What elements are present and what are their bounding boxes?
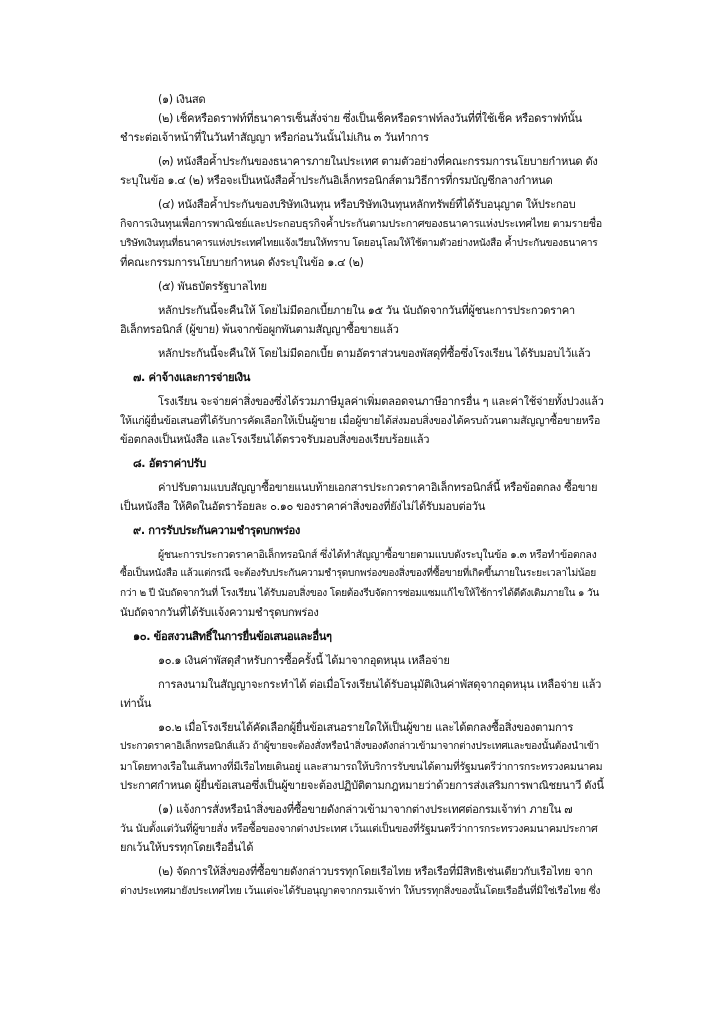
section-heading-10: ๑๐. ข้อสงวนสิทธิ์ในการยื่นข้อเสนอและอื่นๆ (133, 630, 332, 643)
text-line: ยกเว้นให้บรรทุกโดยเรืออื่นได้ (120, 841, 254, 854)
text-line: ระบุในข้อ ๑.๔ (๒) หรือจะเป็นหนังสือค้ำประกันอิเล็กทรอนิกส์ตามวิธีการที่กรมบัญชีกลางกำหนด (120, 174, 553, 187)
item-government-bond: (๕) พันธบัตรรัฐบาลไทย (158, 280, 267, 293)
text-line: ค่าปรับตามแบบสัญญาซื้อขายแนบท้ายเอกสารประกวดราคาอิเล็กทรอนิกส์นี้ หรือข้อตกลง ซื้อขาย (158, 481, 598, 494)
text-line: ต่างประเทศมายังประเทศไทย เว้นแต่จะได้รับอนุญาตจากกรมเจ้าท่า ให้บรรทุกสิ่งของนั้นโดยเรืออื่นที่มิใช่เรือไทย ซึ่ง (120, 885, 601, 897)
item-bank-guarantee: (๓) หนังสือค้ำประกันของธนาคารภายในประเทศ ตามตัวอย่างที่คณะกรรมการนโยบายกำหนด ดัง (158, 155, 598, 168)
text-line: วัน นับตั้งแต่วันที่ผู้ขายสั่ง หรือซื้อของจากต่างประเทศ เว้นแต่เป็นของที่รัฐมนตรีว่าการกระทรวงคมนาคมประกาศ (120, 823, 598, 835)
text-line: อิเล็กทรอนิกส์ (ผู้ขาย) พ้นจากข้อผูกพันตามสัญญาซื้อขายแล้ว (120, 323, 399, 336)
item-cash: (๑) เงินสด (158, 93, 206, 106)
text-line: โรงเรียน จะจ่ายค่าสิ่งของซึ่งได้รวมภาษีมูลค่าเพิ่มตลอดจนภาษีอากรอื่น ๆ และค่าใช้จ่ายทั้งปวงแล้ว (158, 395, 604, 408)
text-line: กิจการเงินทุนเพื่อการพาณิชย์และประกอบธุรกิจค้ำประกันตามประกาศของธนาคารแห่งประเทศไทย ตามรายชื่อ (120, 217, 602, 230)
item-finance-company-guarantee: (๔) หนังสือค้ำประกันของบริษัทเงินทุน หรือบริษัทเงินทุนหลักทรัพย์ที่ได้รับอนุญาต ให้ประกอบ (158, 198, 576, 211)
text-line: ให้แก่ผู้ยื่นข้อเสนอที่ได้รับการคัดเลือกให้เป็นผู้ขาย เมื่อผู้ขายได้ส่งมอบสิ่งของได้ครบถ้วนตามสัญญาซื้อขายหรือ (120, 414, 600, 427)
text-line: ผู้ชนะการประกวดราคาอิเล็กทรอนิกส์ ซึ่งได้ทำสัญญาซื้อขายตามแบบดังระบุในข้อ ๑.๓ หรือทำข้อตกลง (158, 549, 597, 561)
text-line: เป็นหนังสือ ให้คิดในอัตราร้อยละ ๐.๑๐ ของราคาค่าสิ่งของที่ยังไม่ได้รับมอบต่อวัน (120, 500, 485, 513)
subsection-10-2: ๑๐.๒ เมื่อโรงเรียนได้คัดเลือกผู้ยื่นข้อเสนอรายใดให้เป็นผู้ขาย และได้ตกลงซื้อสิ่งของตามการ (158, 721, 573, 734)
text-line: เท่านั้น (120, 697, 152, 710)
text-line: ประกวดราคาอิเล็กทรอนิกส์แล้ว ถ้าผู้ขายจะต้องสั่งหรือนำสิ่งของดังกล่าวเข้ามาจากต่างประเทศและของนั้นต้องนำเข้า (120, 741, 599, 752)
item-cheque: (๒) เช็คหรือดราฟท์ที่ธนาคารเซ็นสั่งจ่าย ซึ่งเป็นเช็คหรือดราฟท์ลงวันที่ที่ใช้เช็ค หรือดราฟท์นั้น (158, 112, 582, 125)
text-line: หลักประกันนี้จะคืนให้ โดยไม่มีดอกเบี้ยภายใน ๑๕ วัน นับถัดจากวันที่ผู้ชนะการประกวดราคา (158, 304, 575, 317)
text-line: ประกาศกำหนด ผู้ยื่นข้อเสนอซึ่งเป็นผู้ขายจะต้องปฏิบัติตามกฎหมายว่าด้วยการส่งเสริมการพาณิชยนาวี ดังนี้ (120, 779, 604, 792)
text-line: ข้อตกลงเป็นหนังสือ และโรงเรียนได้ตรวจรับมอบสิ่งของเรียบร้อยแล้ว (120, 433, 430, 446)
text-line: ชำระต่อเจ้าหน้าที่ในวันทำสัญญา หรือก่อนวันนั้นไม่เกิน ๓ วันทำการ (120, 131, 429, 144)
text-line: นับถัดจากวันที่ได้รับแจ้งความชำรุดบกพร่อง (120, 606, 319, 619)
text-line: การลงนามในสัญญาจะกระทำได้ ต่อเมื่อโรงเรียนได้รับอนุมัติเงินค่าพัสดุจากอุดหนุน เหลือจ่าย แล้ว (158, 678, 602, 691)
section-heading-8: ๘. อัตราค่าปรับ (133, 457, 206, 470)
subsection-10-1: ๑๐.๑ เงินค่าพัสดุสำหรับการซื้อครั้งนี้ ได้มาจากอุดหนุน เหลือจ่าย (158, 654, 450, 667)
text-line: กว่า ๒ ปี นับถัดจากวันที่ โรงเรียน ได้รับมอบสิ่งของ โดยต้องรีบจัดการซ่อมแซมแก้ไขให้ใช้การได้ดีดังเดิมภายใน ๑ วัน (120, 588, 600, 599)
text-line: มาโดยทางเรือในเส้นทางที่มีเรือไทยเดินอยู่ และสามารถให้บริการรับขนได้ตามที่รัฐมนตรีว่าการกระทรวงคมนาคม (120, 761, 603, 773)
text-line: หลักประกันนี้จะคืนให้ โดยไม่มีดอกเบี้ย ตามอัตราส่วนของพัสดุที่ซื้อซึ่งโรงเรียน ได้รับมอบไว้แล้ว (158, 347, 591, 360)
text-line: ที่คณะกรรมการนโยบายกำหนด ดังระบุในข้อ ๑.๔ (๒) (120, 256, 364, 269)
section-heading-9: ๙. การรับประกันความชำรุดบกพร่อง (133, 524, 300, 537)
text-line: บริษัทเงินทุนที่ธนาคารแห่งประเทศไทยแจ้งเวียนให้ทราบ โดยอนุโลมให้ใช้ตามตัวอย่างหนังสือ ค้ำประกันของธนาคาร (120, 238, 598, 249)
item-thai-vessel-shipping: (๒) จัดการให้สิ่งของที่ซื้อขายดังกล่าวบรรทุกโดยเรือไทย หรือเรือที่มีสิทธิเช่นเดียวกับเรือไทย จาก (158, 865, 593, 878)
text-line: ซื้อเป็นหนังสือ แล้วแต่กรณี จะต้องรับประกันความชำรุดบกพร่องของสิ่งของที่ซื้อขายที่เกิดขึ้นภายในระยะเวลาไม่น้อย (120, 568, 596, 579)
section-heading-7: ๗. ค่าจ้างและการจ่ายเงิน (133, 371, 251, 384)
item-notify-harbour-dept: (๑) แจ้งการสั่งหรือนำสิ่งของที่ซื้อขายดังกล่าวเข้ามาจากต่างประเทศต่อกรมเจ้าท่า ภายใน ๗ (158, 803, 573, 816)
